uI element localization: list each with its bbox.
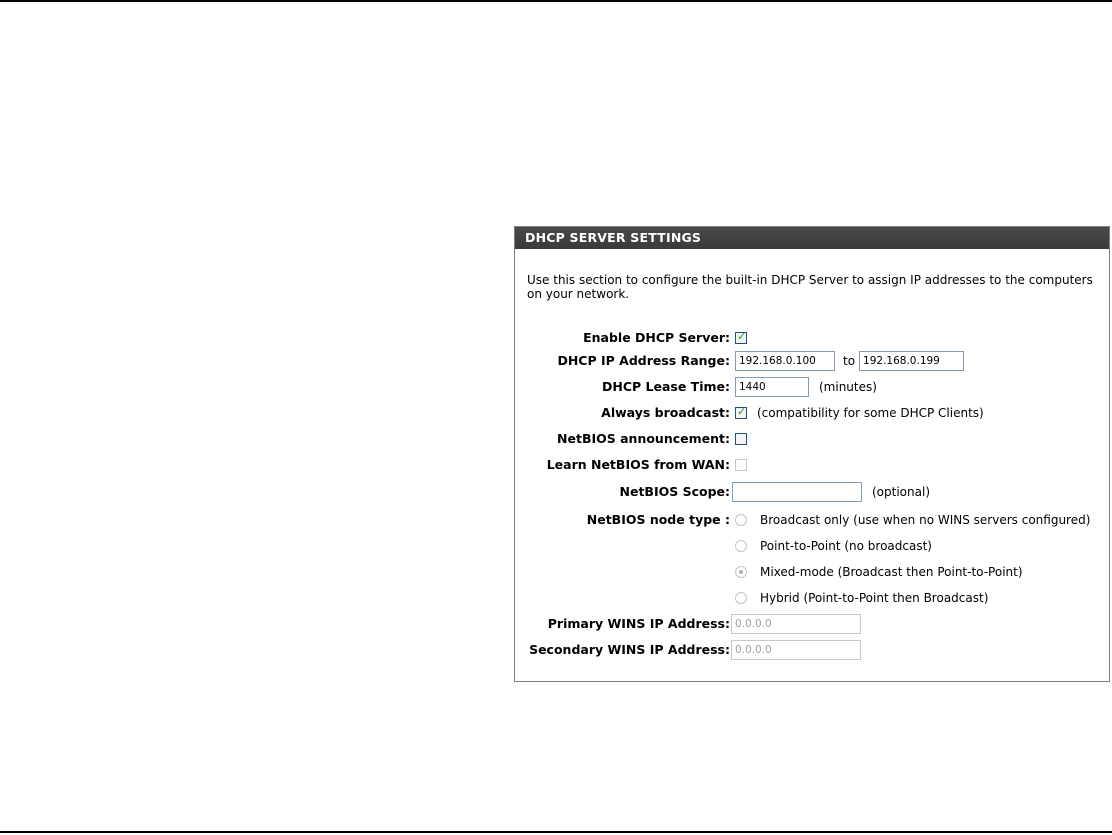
top-rule [0,0,1112,2]
learn-netbios-row [515,454,1111,476]
node-type-row-3 [515,561,1111,583]
enable-dhcp-checkbox[interactable] [735,332,747,344]
netbios-announcement-checkbox[interactable] [735,433,747,445]
node-type-radio-broadcast[interactable] [735,514,747,526]
node-type-option-label: Mixed-mode (Broadcast then Point-to-Point) [760,565,1023,579]
learn-netbios-checkbox[interactable] [735,459,747,471]
dhcp-server-settings-panel [514,226,1110,682]
secondary-wins-input[interactable] [731,640,861,660]
node-type-option-label: Hybrid (Point-to-Point then Broadcast) [760,591,989,605]
ip-range-separator: to [843,354,856,368]
radio-selected-dot [739,570,743,574]
secondary-wins-row [515,639,1111,661]
primary-wins-row [515,613,1111,635]
check-icon: ✓ [737,330,747,343]
netbios-announcement-label: NetBIOS announcement: [557,431,730,446]
node-type-option-label: Point-to-Point (no broadcast) [760,539,932,553]
lease-time-row [515,376,1111,398]
secondary-wins-label: Secondary WINS IP Address: [529,642,730,657]
primary-wins-label: Primary WINS IP Address: [547,616,730,631]
node-type-row [515,509,1111,531]
bottom-rule [0,831,1112,833]
always-broadcast-label: Always broadcast: [601,405,730,420]
lease-time-unit: (minutes) [819,380,877,394]
netbios-scope-optional: (optional) [872,485,930,499]
primary-wins-input[interactable] [731,614,861,634]
always-broadcast-row [515,402,1111,424]
node-type-row-4 [515,587,1111,609]
node-type-option-label: Broadcast only (use when no WINS servers configured) [760,513,1091,527]
ip-range-label: DHCP IP Address Range: [557,353,730,368]
ip-range-row [515,350,1111,372]
learn-netbios-label: Learn NetBIOS from WAN: [546,457,730,472]
node-type-row-2 [515,535,1111,557]
node-type-radio-point-to-point[interactable] [735,540,747,552]
netbios-scope-label: NetBIOS Scope: [619,484,730,499]
netbios-scope-row [515,481,1111,503]
panel-title: DHCP SERVER SETTINGS [515,227,1109,249]
node-type-label: NetBIOS node type : [586,512,730,527]
lease-time-input[interactable] [735,377,809,397]
lease-time-label: DHCP Lease Time: [602,379,730,394]
enable-dhcp-label: Enable DHCP Server: [583,330,730,345]
intro-text: Use this section to configure the built-in DHCP Server to assign IP addresses to the computers on your network. [527,273,1093,301]
always-broadcast-checkbox[interactable] [735,407,747,419]
ip-range-start-input[interactable] [735,351,835,371]
enable-dhcp-row [515,327,1111,349]
ip-range-end-input[interactable] [859,351,964,371]
always-broadcast-note: (compatibility for some DHCP Clients) [757,406,984,420]
netbios-announcement-row [515,428,1111,450]
netbios-scope-input[interactable] [732,482,862,502]
check-icon: ✓ [737,405,747,418]
node-type-radio-hybrid[interactable] [735,592,747,604]
node-type-radio-mixed[interactable] [735,566,747,578]
